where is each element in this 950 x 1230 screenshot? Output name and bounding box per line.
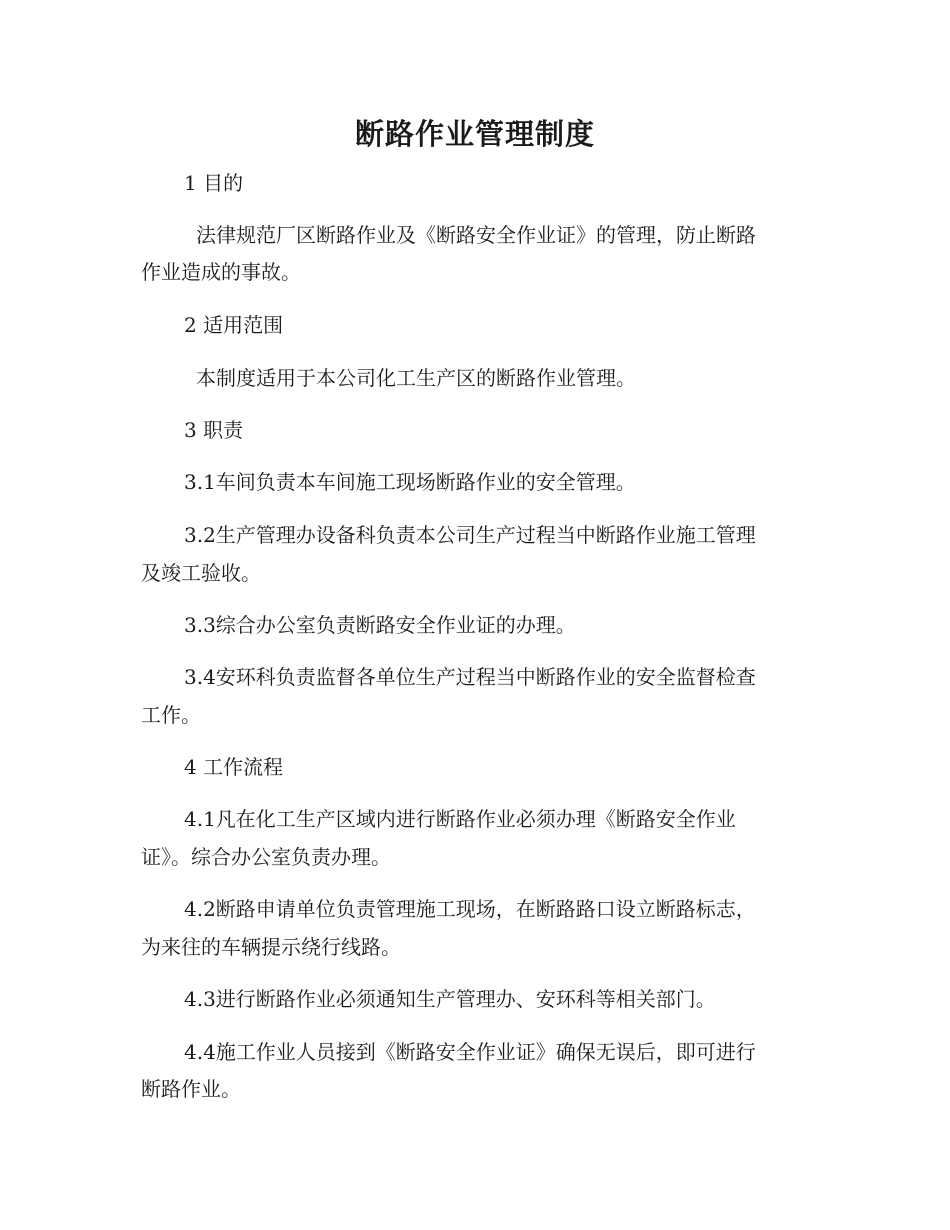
- paragraph-line: 3.4安环科负责监督各单位生产过程当中断路作业的安全监督检查: [184, 665, 756, 689]
- paragraph-line: 4.4施工作业人员接到《断路安全作业证》确保无误后，即可进行: [184, 1040, 756, 1064]
- paragraph-line: 3.1车间负责本车间施工现场断路作业的安全管理。: [184, 470, 636, 494]
- section-heading-3: 3 职责: [184, 418, 244, 442]
- paragraph-line: 断路作业。: [141, 1077, 241, 1101]
- paragraph-line: 作业造成的事故。: [141, 260, 301, 284]
- document-title: 断路作业管理制度: [354, 117, 595, 151]
- paragraph-line: 4.3进行断路作业必须通知生产管理办、安环科等相关部门。: [184, 987, 716, 1011]
- section-heading-1: 1 目的: [184, 171, 244, 195]
- section-heading-4: 4 工作流程: [184, 755, 284, 779]
- paragraph-line: 证》。综合办公室负责办理。: [141, 845, 391, 869]
- paragraph-line: 4.1凡在化工生产区域内进行断路作业必须办理《断路安全作业: [184, 807, 736, 831]
- paragraph-line: 及竣工验收。: [141, 561, 261, 585]
- paragraph-line: 本制度适用于本公司化工生产区的断路作业管理。: [196, 366, 636, 390]
- paragraph-line: 3.3综合办公室负责断路安全作业证的办理。: [184, 613, 576, 637]
- paragraph-line: 3.2生产管理办设备科负责本公司生产过程当中断路作业施工管理: [184, 523, 756, 547]
- paragraph-line: 4.2断路申请单位负责管理施工现场，在断路路口设立断路标志，: [184, 897, 756, 921]
- section-heading-2: 2 适用范围: [184, 313, 284, 337]
- paragraph-line: 工作。: [141, 703, 201, 727]
- paragraph-line: 法律规范厂区断路作业及《断路安全作业证》的管理，防止断路: [196, 223, 756, 247]
- paragraph-line: 为来往的车辆提示绕行线路。: [141, 935, 401, 959]
